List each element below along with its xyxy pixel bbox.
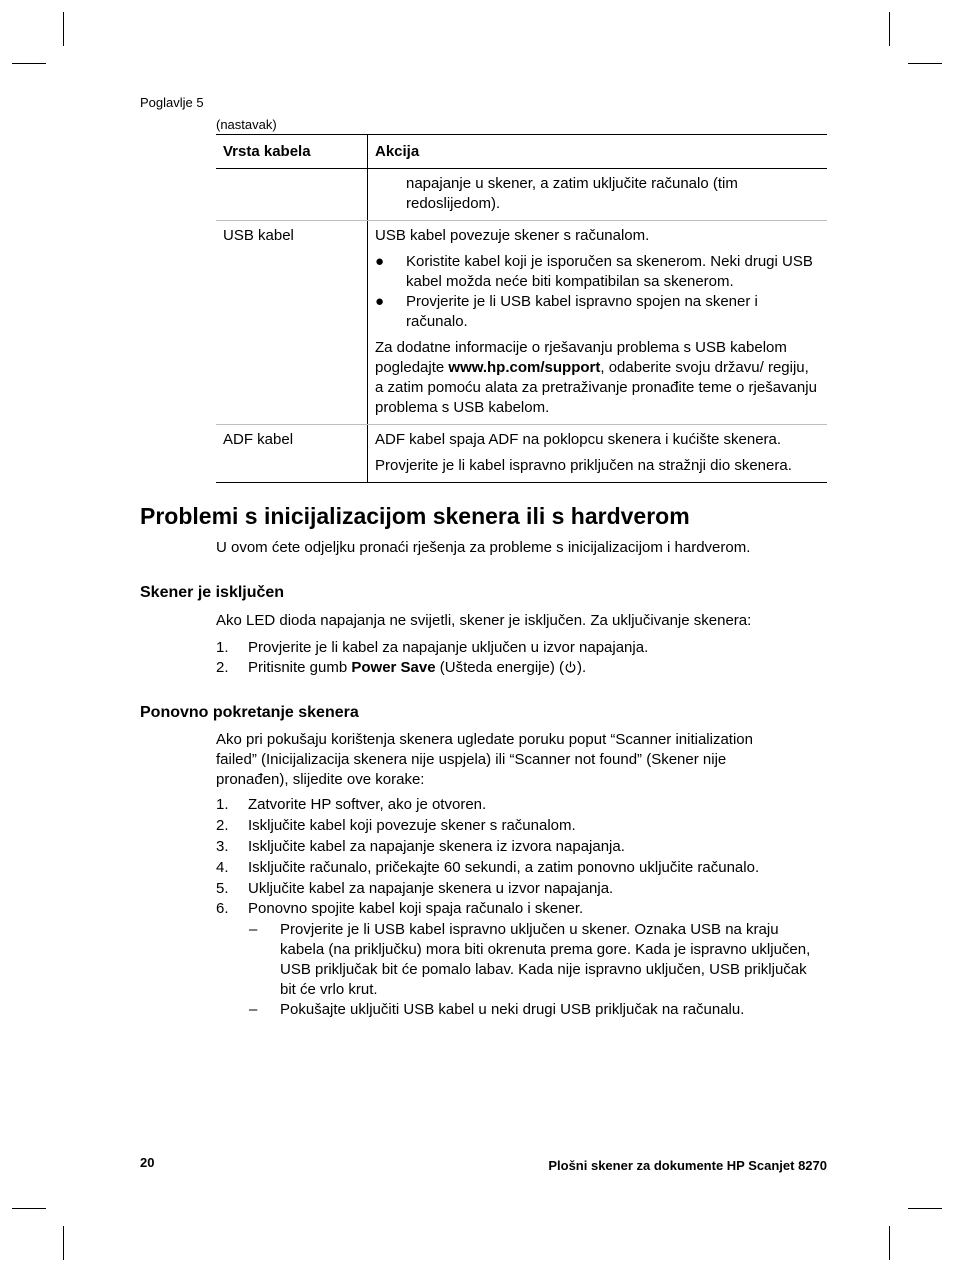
table-cell bbox=[368, 221, 827, 424]
section-intro: U ovom ćete odjeljku pronaći rješenja za probleme s inicijalizacijom i hardverom. bbox=[216, 539, 751, 556]
scanner-off-intro: Ako LED dioda napajanja ne svijetli, skener je isključen. Za uključivanje skenera: bbox=[216, 612, 752, 629]
crop-mark bbox=[63, 12, 64, 46]
restart-intro: Ako pri pokušaju korištenja skenera ugledate poruku poput “Scanner initialization failed” (Inicijalizacija skenera nije uspjela) ili “Scanner not found” (Skener nije pronađen), slijedite ove korake: bbox=[216, 731, 753, 788]
list-item: – Pokušajte uključiti USB kabel u neki drugi USB priključak na računalu. bbox=[249, 1001, 745, 1018]
list-item: 1. Provjerite je li kabel za napajanje uključen u izvor napajanja. bbox=[216, 639, 649, 656]
list-item: 2. Pritisnite gumb Power Save (Ušteda energije) ( ). bbox=[216, 659, 587, 676]
crop-mark bbox=[908, 63, 942, 64]
cable-type-usb: USB kabel bbox=[216, 221, 368, 424]
table-row-usb bbox=[216, 220, 827, 424]
restart-steps bbox=[216, 795, 816, 1020]
crop-mark bbox=[12, 1208, 46, 1209]
section-title: Problemi s inicijalizacijom skenera ili s hardverom bbox=[140, 503, 690, 529]
list-item: 2. Isključite kabel koji povezuje skener s računalom. bbox=[216, 817, 576, 834]
bullet-icon: ● bbox=[375, 253, 385, 270]
dash-marker: – bbox=[249, 1001, 258, 1018]
list-item: 5. Uključite kabel za napajanje skenera u izvor napajanja. bbox=[216, 880, 614, 897]
crop-mark bbox=[889, 1226, 890, 1260]
scanner-off-steps bbox=[216, 638, 816, 678]
list-item: ● Koristite kabel koji je isporučen sa skenerom. Neki drugi USB kabel možda neće biti kompatibilan sa skenerom. bbox=[375, 253, 813, 290]
table-cell-empty bbox=[216, 169, 368, 220]
list-item: 3. Isključite kabel za napajanje skenera iz izvora napajanja. bbox=[216, 838, 625, 855]
usb-more-info: Za dodatne informacije o rješavanju problema s USB kabelom pogledajte www.hp.com/support, odaberite svoju državu/ regiju, a zatim pomoću alata za pretraživanje pronađite teme o rješavanju problema s USB kabelom. bbox=[375, 339, 817, 416]
table-row-adf bbox=[216, 424, 827, 482]
continued-text: napajanje u skener, a zatim uključite računalo (tim redoslijedom). bbox=[406, 175, 738, 212]
list-item: 6. Ponovno spojite kabel koji spaja računalo i skener. bbox=[216, 900, 584, 917]
table-cell bbox=[368, 425, 827, 482]
crop-mark bbox=[12, 63, 46, 64]
column-header-action: Akcija bbox=[375, 143, 420, 160]
table-continued-label: (nastavak) bbox=[216, 117, 277, 132]
crop-mark bbox=[889, 12, 890, 46]
page-number: 20 bbox=[140, 1155, 155, 1170]
footer-product-name: Plošni skener za dokumente HP Scanjet 8270 bbox=[548, 1158, 827, 1173]
power-icon bbox=[564, 660, 577, 674]
subsection-title-restart: Ponovno pokretanje skenera bbox=[140, 704, 359, 721]
table-row bbox=[216, 169, 827, 220]
list-item: ● Provjerite je li USB kabel ispravno spojen na skener i računalo. bbox=[375, 293, 758, 330]
adf-line-2: Provjerite je li kabel ispravno priključen na stražnji dio skenera. bbox=[375, 457, 792, 474]
crop-mark bbox=[908, 1208, 942, 1209]
cable-table bbox=[216, 134, 827, 483]
table-header-row bbox=[216, 135, 827, 169]
crop-mark bbox=[63, 1226, 64, 1260]
support-link[interactable]: www.hp.com/support bbox=[448, 359, 601, 376]
list-item: – Provjerite je li USB kabel ispravno uključen u skener. Oznaka USB na kraju kabela (na priključku) mora biti okrenuta prema gore. Kada je ispravno uključen, USB priključak bit će pomalo labav. Kada nije ispravno uključen, USB priključak bit će vrlo krut. bbox=[249, 921, 811, 998]
table-cell bbox=[368, 169, 827, 220]
bullet-icon: ● bbox=[375, 293, 385, 310]
adf-line-1: ADF kabel spaja ADF na poklopcu skenera i kućište skenera. bbox=[375, 431, 782, 448]
cable-type-adf: ADF kabel bbox=[216, 425, 368, 482]
usb-intro: USB kabel povezuje skener s računalom. bbox=[375, 227, 650, 244]
column-header-cable-type: Vrsta kabela bbox=[216, 135, 368, 168]
chapter-label: Poglavlje 5 bbox=[140, 95, 204, 110]
subsection-title-scanner-off: Skener je isključen bbox=[140, 584, 285, 601]
list-item: 4. Isključite računalo, pričekajte 60 sekundi, a zatim ponovno uključite računalo. bbox=[216, 859, 760, 876]
dash-marker: – bbox=[249, 921, 258, 938]
usb-bullet-list bbox=[375, 252, 819, 332]
list-item: 1. Zatvorite HP softver, ako je otvoren. bbox=[216, 796, 487, 813]
